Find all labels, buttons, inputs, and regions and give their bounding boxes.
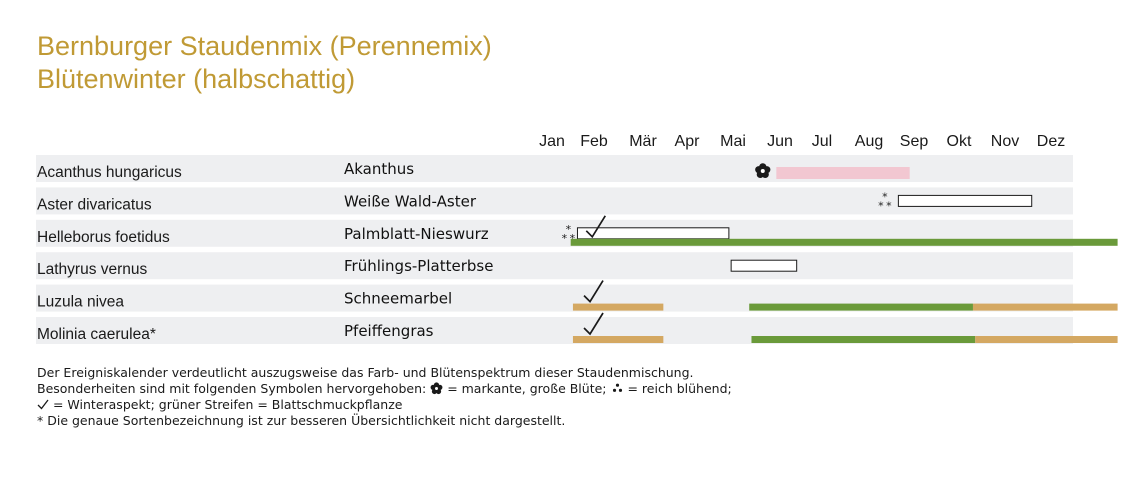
month-label: Apr xyxy=(674,133,700,150)
footnote-line-1: Der Ereigniskalender verdeutlicht auszugsweise das Farb- und Blütenspektrum dieser Staudenmischung. xyxy=(37,365,694,380)
flower-icon xyxy=(430,381,443,396)
plant-row xyxy=(36,252,1073,279)
german-name: Frühlings-Platterbse xyxy=(344,257,494,276)
legend-footnote xyxy=(37,365,732,429)
foliage-period-bar xyxy=(571,239,1118,246)
footnote-check-text: = Winteraspekt; grüner Streifen = Blattschmuckpflanze xyxy=(52,397,403,412)
month-label: Feb xyxy=(580,133,608,150)
foliage-period-bar xyxy=(749,304,973,311)
footnote-line-3 xyxy=(37,397,732,413)
month-label: Sep xyxy=(899,133,929,150)
foliage-period-bar xyxy=(751,336,975,343)
plant-row xyxy=(36,216,1118,247)
footnote-line-4: * Die genaue Sortenbezeichnung ist zur besseren Übersichtlichkeit nicht dargestellt. xyxy=(37,413,566,428)
month-label: Okt xyxy=(946,133,972,150)
footnote-prefix: Besonderheiten sind mit folgenden Symbolen hervorgehoben: xyxy=(37,381,431,396)
title-line-1: Bernburger Staudenmix (Perennemix) xyxy=(37,31,492,61)
german-name: Palmblatt-Nieswurz xyxy=(344,224,489,243)
svg-text:*: * xyxy=(569,231,576,245)
plant-row xyxy=(36,281,1118,312)
bloom-period-bar xyxy=(577,228,728,239)
svg-text:*: * xyxy=(886,199,892,213)
plant-rows xyxy=(36,155,1118,344)
month-label: Nov xyxy=(990,133,1020,150)
svg-text:*: * xyxy=(882,190,888,204)
latin-name: Acanthus hungaricus xyxy=(37,164,182,181)
ornament-period-bar xyxy=(973,304,1118,311)
german-name: Akanthus xyxy=(344,160,415,178)
month-label: Jun xyxy=(767,133,793,150)
bloom-period-bar xyxy=(731,260,797,271)
bloom-period-bar xyxy=(898,195,1031,206)
plant-row xyxy=(36,155,1073,182)
ornament-period-bar xyxy=(975,336,1117,343)
month-label: Dez xyxy=(1036,133,1066,150)
svg-text:*: * xyxy=(561,231,568,245)
svg-text:*: * xyxy=(565,222,572,236)
ornament-period-bar xyxy=(573,336,663,343)
latin-name: Lathyrus vernus xyxy=(37,261,148,279)
latin-name: Luzula nivea xyxy=(37,293,125,311)
german-name: Pfeiffengras xyxy=(344,322,434,340)
triple-asterisk-icon xyxy=(611,381,624,396)
row-background xyxy=(36,252,1073,279)
latin-name: Molinia caerulea* xyxy=(37,326,156,343)
month-label: Mai xyxy=(720,133,746,150)
footnote-line-2 xyxy=(37,381,732,397)
plant-row xyxy=(36,313,1118,344)
bloom-period-bar xyxy=(776,167,909,179)
month-label: Jul xyxy=(811,133,833,150)
month-label: Aug xyxy=(854,133,884,150)
footnote-flower-text: = markante, große Blüte; xyxy=(447,381,607,396)
plant-row xyxy=(36,187,1073,214)
ornament-period-bar xyxy=(573,304,663,311)
row-background xyxy=(36,155,1073,182)
german-name: Schneemarbel xyxy=(344,289,453,308)
checkmark-icon xyxy=(37,397,49,412)
month-axis xyxy=(539,133,1065,150)
month-label: Jan xyxy=(539,133,565,150)
month-label: Mär xyxy=(629,133,657,150)
title-line-2: Blütenwinter (halbschattig) xyxy=(37,64,356,94)
footnote-rich-text: = reich blühend; xyxy=(627,381,732,396)
latin-name: Helleborus foetidus xyxy=(37,228,170,246)
latin-name: Aster divaricatus xyxy=(37,196,152,214)
svg-text:*: * xyxy=(878,199,884,213)
german-name: Weiße Wald-Aster xyxy=(344,192,476,211)
